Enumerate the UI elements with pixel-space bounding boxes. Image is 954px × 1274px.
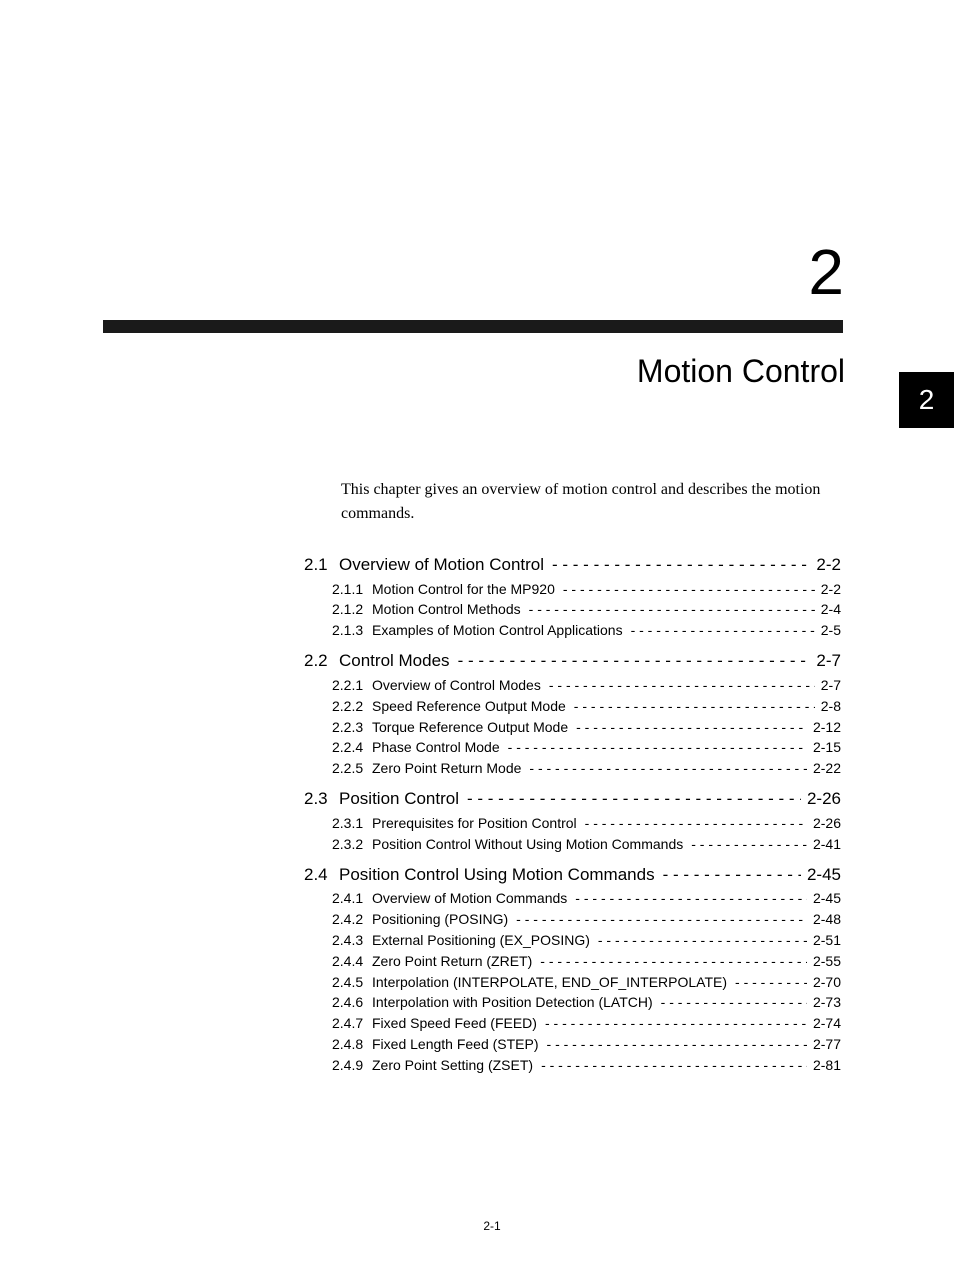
toc-entry-title: Position Control Using Motion Commands: [339, 865, 655, 884]
toc-entry-page: 2-8: [820, 698, 841, 714]
toc-entry-page: 2-22: [812, 760, 841, 776]
toc-entry-number: 2.1: [304, 555, 328, 574]
toc-dot-leader: [529, 760, 807, 776]
toc-entry-title: Control Modes: [339, 651, 450, 670]
toc-entry-title: Examples of Motion Control Applications: [372, 622, 623, 638]
toc-dot-leader: [735, 974, 807, 990]
toc-entry-number: 2.4.7: [332, 1015, 364, 1031]
toc-entry-page: 2-26: [806, 789, 841, 808]
toc-dot-leader: [458, 651, 811, 671]
toc-dot-leader: [541, 1057, 807, 1073]
chapter-side-tab: 2: [899, 372, 954, 428]
toc-entry-title: External Positioning (EX_POSING): [372, 932, 590, 948]
toc-entry-number: 2.4.3: [332, 932, 364, 948]
page-number: 2-1: [483, 1219, 501, 1233]
toc-entry-page: 2-51: [812, 932, 841, 948]
toc-entry-number: 2.2.4: [332, 739, 364, 755]
toc-entry-page: 2-7: [820, 677, 841, 693]
toc-dot-leader: [516, 911, 807, 927]
toc-entry-title: Overview of Motion Commands: [372, 890, 568, 906]
toc-entry-number: 2.3.1: [332, 815, 364, 831]
toc-entry-page: 2-4: [820, 601, 841, 617]
toc-section-entry[interactable]: [304, 789, 841, 813]
toc-dot-leader: [575, 890, 807, 906]
toc-subsection-entry[interactable]: [332, 760, 841, 780]
toc-entry-number: 2.3.2: [332, 836, 364, 852]
toc-entry-page: 2-45: [812, 890, 841, 906]
toc-entry-page: 2-73: [812, 994, 841, 1010]
toc-dot-leader: [552, 555, 810, 575]
toc-dot-leader: [661, 994, 807, 1010]
toc-entry-title: Zero Point Return Mode: [372, 760, 522, 776]
toc-entry-number: 2.2.1: [332, 677, 364, 693]
toc-entry-page: 2-15: [812, 739, 841, 755]
chapter-divider: [103, 320, 843, 333]
toc-entry-title: Zero Point Return (ZRET): [372, 953, 533, 969]
toc-subsection-entry[interactable]: [332, 677, 841, 697]
toc-subsection-entry[interactable]: [332, 622, 841, 642]
toc-subsection-entry[interactable]: [332, 994, 841, 1014]
toc-entry-title: Fixed Length Feed (STEP): [372, 1036, 539, 1052]
toc-dot-leader: [631, 622, 815, 638]
toc-entry-title: Interpolation with Position Detection (LATCH): [372, 994, 653, 1010]
toc-entry-title: Torque Reference Output Mode: [372, 719, 569, 735]
toc-entry-page: 2-70: [812, 974, 841, 990]
toc-entry-page: 2-77: [812, 1036, 841, 1052]
toc-entry-page: 2-74: [812, 1015, 841, 1031]
toc-dot-leader: [585, 815, 807, 831]
toc-dot-leader: [576, 719, 807, 735]
toc-entry-title: Position Control: [339, 789, 460, 808]
toc-section-entry[interactable]: [304, 651, 841, 675]
toc-subsection-entry[interactable]: [332, 974, 841, 994]
toc-entry-title: Motion Control for the MP920: [372, 581, 555, 597]
toc-entry-page: 2-5: [820, 622, 841, 638]
toc-subsection-entry[interactable]: [332, 581, 841, 601]
toc-entry-title: Positioning (POSING): [372, 911, 509, 927]
toc-entry-number: 2.3: [304, 789, 328, 808]
toc-entry-number: 2.4.8: [332, 1036, 364, 1052]
chapter-intro: This chapter gives an overview of motion control and describes the motion commands.: [341, 481, 821, 522]
toc-entry-page: 2-45: [806, 865, 841, 884]
toc-dot-leader: [598, 932, 807, 948]
toc-entry-page: 2-81: [812, 1057, 841, 1073]
toc-entry-number: 2.4.4: [332, 953, 364, 969]
toc-entry-title: Speed Reference Output Mode: [372, 698, 566, 714]
toc-subsection-entry[interactable]: [332, 911, 841, 931]
toc-entry-number: 2.4.2: [332, 911, 364, 927]
toc-section-entry[interactable]: [304, 865, 841, 889]
toc-entry-number: 2.4.1: [332, 890, 364, 906]
toc-entry-number: 2.2: [304, 651, 328, 670]
toc-subsection-entry[interactable]: [332, 698, 841, 718]
toc-entry-title: Position Control Without Using Motion Commands: [372, 836, 684, 852]
chapter-title: Motion Control: [636, 353, 845, 389]
toc-entry-number: 2.2.2: [332, 698, 364, 714]
toc-entry-number: 2.1.2: [332, 601, 364, 617]
toc-subsection-entry[interactable]: [332, 815, 841, 835]
toc-entry-number: 2.4.6: [332, 994, 364, 1010]
toc-subsection-entry[interactable]: [332, 719, 841, 739]
toc-entry-number: 2.1.1: [332, 581, 364, 597]
toc-entry-page: 2-48: [812, 911, 841, 927]
toc-dot-leader: [691, 836, 807, 852]
toc-entry-title: Motion Control Methods: [372, 601, 521, 617]
toc-section-entry[interactable]: [304, 555, 841, 579]
toc-dot-leader: [467, 789, 801, 809]
toc-entry-number: 2.4.5: [332, 974, 364, 990]
toc-subsection-entry[interactable]: [332, 953, 841, 973]
toc-entry-title: Overview of Motion Control: [339, 555, 545, 574]
toc-subsection-entry[interactable]: [332, 739, 841, 759]
chapter-number: 2: [808, 236, 844, 308]
toc-dot-leader: [540, 953, 807, 969]
toc-entry-title: Interpolation (INTERPOLATE, END_OF_INTERPOLATE): [372, 974, 728, 990]
toc-entry-title: Fixed Speed Feed (FEED): [372, 1015, 537, 1031]
toc-subsection-entry[interactable]: [332, 932, 841, 952]
toc-entry-page: 2-2: [820, 581, 841, 597]
toc-dot-leader: [574, 698, 815, 714]
toc-dot-leader: [549, 677, 815, 693]
toc-entry-title: Prerequisites for Position Control: [372, 815, 577, 831]
toc-entry-number: 2.4.9: [332, 1057, 364, 1073]
toc-subsection-entry[interactable]: [332, 1036, 841, 1056]
toc-entry-title: Zero Point Setting (ZSET): [372, 1057, 534, 1073]
toc-entry-page: 2-55: [812, 953, 841, 969]
toc-entry-page: 2-26: [812, 815, 841, 831]
toc-entry-page: 2-7: [816, 651, 841, 670]
toc-entry-number: 2.2.5: [332, 760, 364, 776]
toc-dot-leader: [529, 601, 815, 617]
toc-entry-page: 2-41: [812, 836, 841, 852]
toc-entry-number: 2.4: [304, 865, 328, 884]
toc-dot-leader: [563, 581, 815, 597]
toc-dot-leader: [663, 865, 801, 885]
toc-entry-number: 2.2.3: [332, 719, 364, 735]
toc-subsection-entry[interactable]: [332, 890, 841, 910]
toc-subsection-entry[interactable]: [332, 1057, 841, 1077]
toc-dot-leader: [545, 1015, 807, 1031]
toc-subsection-entry[interactable]: [332, 601, 841, 621]
toc-entry-title: Overview of Control Modes: [372, 677, 541, 693]
toc-entry-page: 2-2: [816, 555, 841, 574]
toc-entry-page: 2-12: [812, 719, 841, 735]
toc-dot-leader: [547, 1036, 807, 1052]
toc-dot-leader: [508, 739, 807, 755]
toc-entry-number: 2.1.3: [332, 622, 364, 638]
toc-entry-title: Phase Control Mode: [372, 739, 500, 755]
toc-subsection-entry[interactable]: [332, 1015, 841, 1035]
toc-subsection-entry[interactable]: [332, 836, 841, 856]
